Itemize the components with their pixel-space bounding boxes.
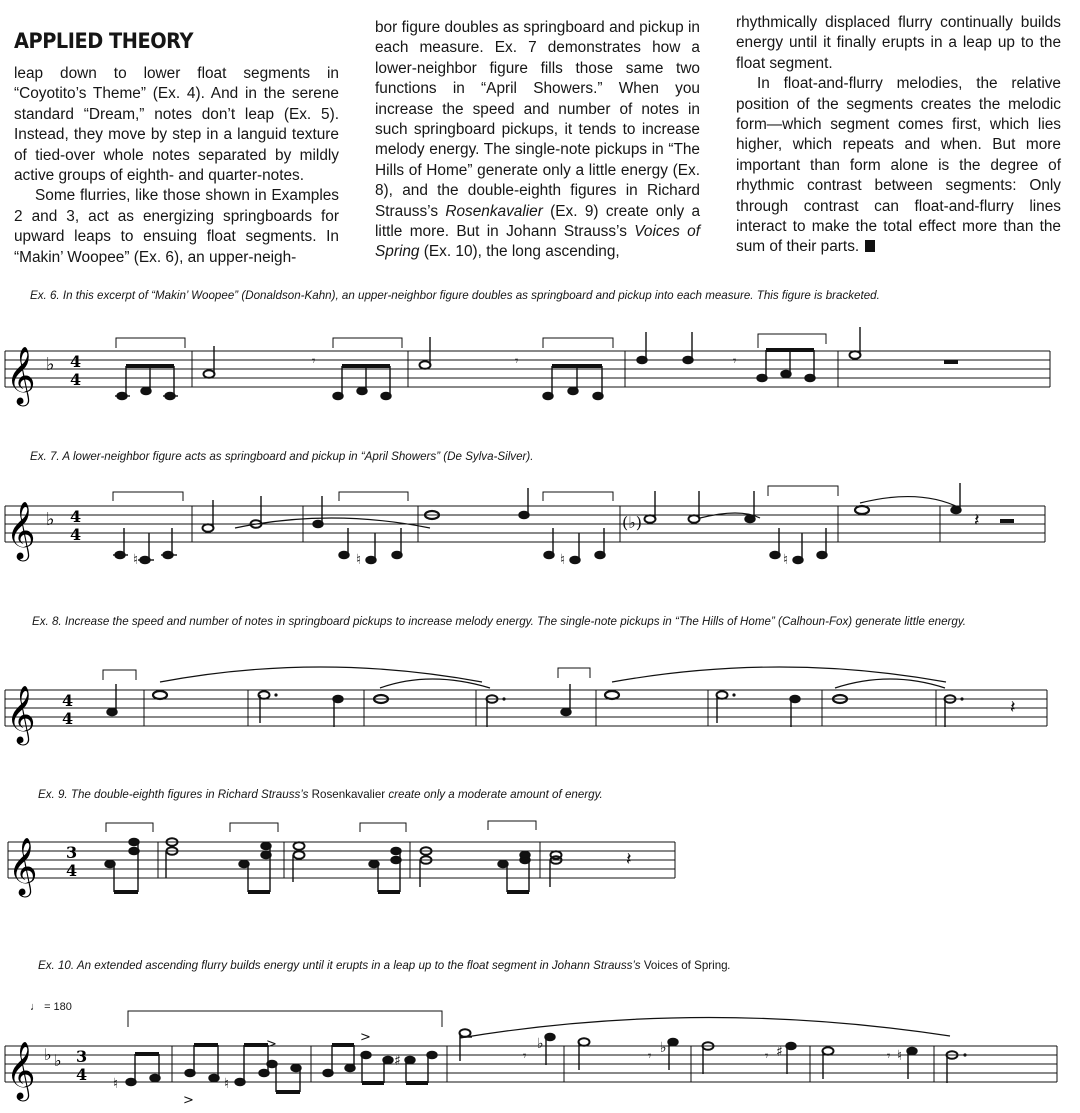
svg-text:>: >	[266, 1037, 277, 1052]
svg-text:♮: ♮	[783, 552, 789, 568]
svg-text:♯: ♯	[394, 1053, 401, 1069]
paragraph: leap down to lower float segments in “Coyotito’s Theme” (Ex. 4). And in the serene standard “Dream,” notes don’t leap (Ex. 5). Instead, they move by step in a languid texture of tied-over whole notes separated by mildly active groups of eighth- and quarter-notes.	[14, 65, 339, 185]
text-column-2	[375, 18, 700, 263]
treble-clef-icon: 𝄞	[6, 685, 36, 743]
time-sig-top: 3	[66, 843, 78, 862]
end-of-article-mark	[865, 240, 875, 252]
svg-text:♮: ♮	[560, 552, 566, 568]
example-9-caption: Ex. 9. The double-eighth figures in Richard Strauss’s Rosenkavalier create only a moderate amount of energy.	[38, 788, 603, 801]
svg-text:>: >	[183, 1093, 194, 1108]
svg-text:𝄽: 𝄽	[1010, 697, 1016, 718]
time-sig-top: 4	[70, 352, 82, 371]
paragraph: In float-and-flurry melodies, the relative position of the segments creates the melodic form—which segment comes first, which lies higher, which repeats and when. But more important than form alone is the degree of rhythmic contrast between segments: Only through contrast can float-and-flurry lines interact to make the total effect more than the sum of their parts.	[736, 75, 1061, 256]
time-sig-bottom: 4	[62, 709, 74, 728]
svg-text:𝄾: 𝄾	[312, 354, 316, 369]
svg-text:♮: ♮	[356, 552, 362, 568]
svg-text:♭: ♭	[660, 1040, 667, 1056]
flat-icon: ♭	[54, 1051, 62, 1070]
example-7-caption: Ex. 7. A lower-neighbor figure acts as springboard and pickup in “April Showers” (De Sylva-Silver).	[30, 450, 534, 463]
svg-text:𝄾: 𝄾	[887, 1049, 891, 1064]
time-sig-bottom: 4	[70, 525, 82, 544]
example-6-staff	[0, 320, 1080, 410]
svg-text:𝄽: 𝄽	[626, 849, 632, 870]
example-8-staff	[0, 660, 1080, 750]
time-sig-top: 3	[76, 1047, 88, 1066]
tempo-marking: ♩ = 180	[30, 1001, 72, 1013]
text-column-3	[736, 13, 1061, 258]
svg-text:♮: ♮	[113, 1076, 119, 1092]
svg-text:𝄽: 𝄽	[974, 510, 980, 531]
svg-text:𝄾: 𝄾	[765, 1049, 769, 1064]
example-7-staff	[0, 478, 1080, 568]
svg-text:𝄾: 𝄾	[515, 354, 519, 369]
section-heading: APPLIED THEORY	[14, 29, 194, 53]
time-sig-bottom: 4	[66, 861, 78, 880]
svg-text:♮: ♮	[133, 552, 139, 568]
svg-text:♭: ♭	[537, 1036, 544, 1052]
work-title: Rosenkavalier	[445, 202, 543, 220]
svg-text:♮: ♮	[224, 1076, 230, 1092]
treble-clef-icon: 𝄞	[6, 346, 36, 404]
work-title: Rosenkavalier	[311, 788, 386, 801]
paragraph: bor figure doubles as springboard and pickup in each measure. Ex. 7 demonstrates how a lower-neighbor figure fills those same two functions in “April Showers.” When you increase the speed and number of notes in such springboard pickups, it tends to increase melody energy. The single-note pickups in “The Hills of Home” generate only a little energy (Ex. 8), and the double-eighth figures in Richard Strauss’s Rosenkavalier (Ex. 9) create only a little more. But in Johann Strauss’s Voices of Spring (Ex. 10), the long ascending,	[375, 19, 700, 261]
svg-text:>: >	[360, 1030, 371, 1045]
flat-icon: ♭	[44, 1045, 52, 1064]
example-10-caption: Ex. 10. An extended ascending flurry builds energy until it erupts in a leap up to the float segment in Johann Strauss’s Voices of Spring.	[38, 959, 731, 972]
time-sig-bottom: 4	[70, 370, 82, 389]
svg-text:𝄾: 𝄾	[733, 354, 737, 369]
svg-text:𝄾: 𝄾	[523, 1049, 527, 1064]
cautionary-flat: (♭)	[622, 513, 643, 532]
svg-text:♮: ♮	[897, 1048, 903, 1064]
time-sig-top: 4	[70, 507, 82, 526]
example-8-caption: Ex. 8. Increase the speed and number of notes in springboard pickups to increase melody energy. The single-note pickups in “The Hills of Home” (Calhoun-Fox) generate little energy.	[32, 615, 966, 628]
example-10-staff	[0, 1008, 1080, 1108]
svg-text:♯: ♯	[776, 1044, 783, 1060]
work-title: Voices of Spring	[643, 959, 728, 972]
svg-text:𝄾: 𝄾	[648, 1049, 652, 1064]
treble-clef-icon: 𝄞	[8, 837, 38, 895]
treble-clef-icon: 𝄞	[6, 1041, 36, 1099]
paragraph: rhythmically displaced flurry continually builds energy until it finally erupts in a leap up to the float segment.	[736, 14, 1061, 72]
text-column-1	[14, 64, 339, 268]
time-sig-bottom: 4	[76, 1065, 88, 1084]
flat-icon: ♭	[46, 354, 55, 375]
time-sig-top: 4	[62, 691, 74, 710]
paragraph: Some flurries, like those shown in Examples 2 and 3, act as energizing springboards for upward leaps to ensuing float segments. In “Makin’ Woopee” (Ex. 6), an upper-neigh-	[14, 187, 339, 266]
treble-clef-icon: 𝄞	[6, 501, 36, 559]
flat-icon: ♭	[46, 509, 55, 530]
example-9-staff	[0, 812, 1080, 907]
example-6-caption: Ex. 6. In this excerpt of “Makin’ Woopee” (Donaldson-Kahn), an upper-neighbor figure doubles as springboard and pickup into each measure. This figure is bracketed.	[30, 289, 880, 302]
work-title: Voices of Spring	[375, 223, 700, 261]
